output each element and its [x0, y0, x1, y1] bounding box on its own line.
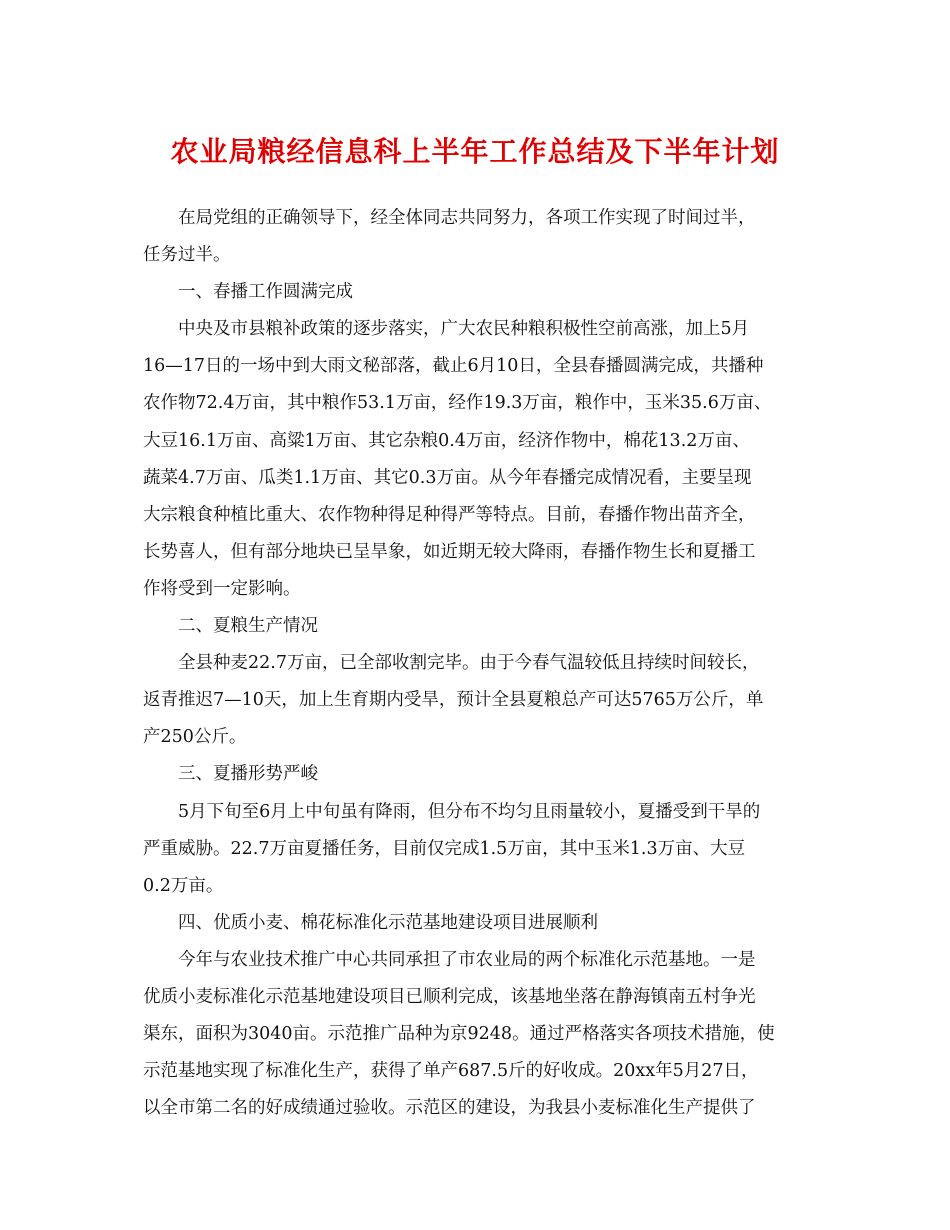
text-line: 渠东，面积为3040亩。示范推广品种为京9248。通过严格落实各项技术措施，使 — [143, 1024, 775, 1045]
text-line: 中央及市县粮补政策的逐步落实，广大农民种粮积极性空前高涨，加上5月 — [178, 319, 750, 340]
section-heading — [143, 905, 803, 942]
text-line: 产250公斤。 — [143, 727, 247, 748]
paragraph-demo-base — [143, 942, 803, 1127]
text-line: 长势喜人，但有部分地块已呈旱象，如近期无较大降雨，春播作物生长和夏播工 — [143, 541, 756, 562]
section-heading — [143, 756, 803, 793]
text-line: 以全市第二名的好成绩通过验收。示范区的建设，为我县小麦标准化生产提供了 — [143, 1098, 756, 1119]
heading-summer-sowing: 三、夏播形势严峻 — [178, 764, 318, 785]
text-line: 0.2万亩。 — [143, 875, 224, 896]
paragraph-summer-sowing — [143, 794, 803, 905]
heading-demo-base: 四、优质小麦、棉花标准化示范基地建设项目进展顺利 — [178, 912, 598, 933]
text-line: 蔬菜4.7万亩、瓜类1.1万亩、其它0.3万亩。从今年春播完成情况看，主要呈现 — [143, 467, 752, 488]
text-line: 返青推迟7—10天，加上生育期内受旱，预计全县夏粮总产可达5765万公斤，单 — [143, 690, 764, 711]
text-line: 在局党组的正确领导下，经全体同志共同努力，各项工作实现了时间过半， — [178, 208, 756, 228]
heading-summer-grain: 二、夏粮生产情况 — [178, 616, 318, 637]
text-line: 优质小麦标准化示范基地建设项目已顺利完成，该基地坐落在静海镇南五村争光 — [143, 986, 756, 1007]
heading-spring-sowing: 一、春播工作圆满完成 — [178, 282, 353, 303]
text-line: 农作物72.4万亩，其中粮作53.1万亩，经作19.3万亩，粮作中，玉米35.6万亩、 — [143, 393, 772, 414]
paragraph-summer-grain — [143, 645, 803, 756]
section-heading — [143, 608, 803, 645]
text-line: 任务过半。 — [143, 245, 231, 266]
text-line: 5月下旬至6月上中旬虽有降雨，但分布不均匀且雨量较小，夏播受到干旱的 — [178, 801, 761, 822]
text-line: 全县种麦22.7万亩，已全部收割完毕。由于今春气温较低且持续时间较长， — [178, 653, 760, 674]
text-line: 大宗粮食种植比重大、农作物种得足种得严等特点。目前，春播作物出苗齐全， — [143, 504, 756, 525]
document-title: 农业局粮经信息科上半年工作总结及下半年计划 — [170, 135, 780, 168]
document-body — [143, 200, 803, 1127]
text-line: 示范基地实现了标准化生产，获得了单产687.5斤的好收成。20xx年5月27日， — [143, 1061, 759, 1082]
text-line: 严重威胁。22.7万亩夏播任务，目前仅完成1.5万亩，其中玉米1.3万亩、大豆 — [143, 838, 746, 859]
paragraph-spring-sowing — [143, 311, 803, 608]
paragraph-intro — [143, 200, 803, 274]
text-line: 今年与农业技术推广中心共同承担了市农业局的两个标准化示范基地。一是 — [178, 949, 756, 970]
text-line: 16—17日的一场中到大雨文秘部落，截止6月10日，全县春播圆满完成，共播种 — [143, 356, 764, 377]
section-heading — [143, 274, 803, 311]
text-line: 作将受到一定影响。 — [143, 578, 301, 599]
text-line: 大豆16.1万亩、高粱1万亩、其它杂粮0.4万亩，经济作物中，棉花13.2万亩、 — [143, 430, 750, 451]
